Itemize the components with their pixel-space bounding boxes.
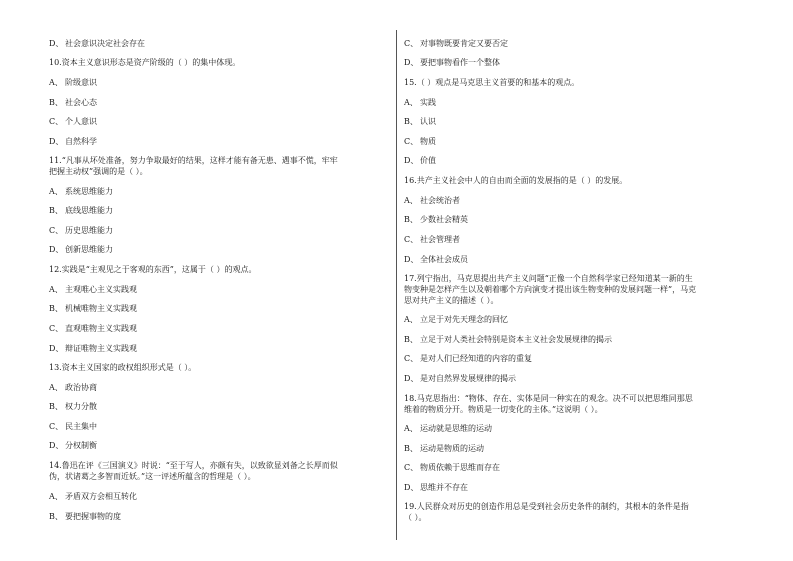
question-17-line-2: 物变种是怎样产生以及朝着哪个方向演变才提出该生物变种的发展问题一样”，马克 <box>404 285 697 294</box>
question-17-line-1: 17.列宁指出，马克思提出共产主义问题“正像一个自然科学家已经知道某一新的生 <box>404 274 693 283</box>
question-18-line-1: 18.马克思指出：“物体、存在、实体是同一种实在的观念。决不可以把思维同那思 <box>404 394 693 403</box>
option-b[interactable]: B、 机械唯物主义实践观 <box>49 304 137 313</box>
option-c[interactable]: C、 历史思维能力 <box>49 226 113 235</box>
option-b[interactable]: B、 少数社会精英 <box>404 215 468 224</box>
option-a[interactable]: A、 阶级意识 <box>49 78 97 87</box>
option-a[interactable]: A、 实践 <box>404 98 436 107</box>
option-c[interactable]: C、 民主集中 <box>49 422 97 431</box>
option-a[interactable]: A、 立足于对先天理念的回忆 <box>404 315 508 324</box>
option-d[interactable]: D、 社会意识决定社会存在 <box>49 39 145 48</box>
option-b[interactable]: B、 认识 <box>404 117 436 126</box>
option-c[interactable]: C、 社会管理者 <box>404 235 460 244</box>
option-d[interactable]: D、 要把事物看作一个整体 <box>404 58 500 67</box>
option-c[interactable]: C、 直观唯物主义实践观 <box>49 324 137 333</box>
option-c[interactable]: C、 对事物既要肯定又要否定 <box>404 39 508 48</box>
option-b[interactable]: B、 权力分散 <box>49 402 97 411</box>
column-divider <box>396 30 397 540</box>
option-d[interactable]: D、 思维并不存在 <box>404 483 468 492</box>
question-17-line-3: 思对共产主义的描述（ ）。 <box>404 296 499 305</box>
question-15: 15.（ ）观点是马克思主义首要的和基本的观点。 <box>404 78 580 87</box>
option-a[interactable]: A、 政治协商 <box>49 383 97 392</box>
option-b[interactable]: B、 运动是物质的运动 <box>404 444 484 453</box>
option-c[interactable]: C、 是对人们已经知道的内容的重复 <box>404 354 532 363</box>
option-b[interactable]: B、 底线思维能力 <box>49 206 113 215</box>
option-d[interactable]: D、 辩证唯物主义实践观 <box>49 344 137 353</box>
option-d[interactable]: D、 分权制衡 <box>49 441 97 450</box>
option-c[interactable]: C、 个人意识 <box>49 117 97 126</box>
question-19-line-2: （ ）。 <box>404 513 427 522</box>
option-b[interactable]: B、 社会心态 <box>49 98 97 107</box>
option-c[interactable]: C、 物质依赖于思维而存在 <box>404 463 500 472</box>
question-11-line-1: 11.“凡事从坏处准备，努力争取最好的结果，这样才能有备无患、遇事不慌，牢牢 <box>49 156 338 165</box>
option-d[interactable]: D、 价值 <box>404 156 436 165</box>
question-11-line-2: 把握主动权”强调的是（ ）。 <box>49 167 148 176</box>
option-a[interactable]: A、 主观唯心主义实践观 <box>49 285 137 294</box>
option-b[interactable]: B、 要把握事物的度 <box>49 512 121 521</box>
question-19-line-1: 19.人民群众对历史的创造作用总是受到社会历史条件的制约，其根本的条件是指 <box>404 502 689 511</box>
question-10: 10.资本主义意识形态是资产阶级的（ ）的集中体现。 <box>49 58 241 67</box>
question-16: 16.共产主义社会中人的自由而全面的发展指的是（ ）的发展。 <box>404 176 628 185</box>
question-13: 13.资本主义国家的政权组织形式是（ ）。 <box>49 363 197 372</box>
question-18-line-2: 维着的物质分开。物质是一切变化的主体。”这说明（ ）。 <box>404 405 603 414</box>
option-d[interactable]: D、 创新思维能力 <box>49 245 113 254</box>
option-a[interactable]: A、 矛盾双方会相互转化 <box>49 492 137 501</box>
option-a[interactable]: A、 系统思维能力 <box>49 187 113 196</box>
option-d[interactable]: D、 自然科学 <box>49 137 97 146</box>
option-d[interactable]: D、 是对自然界发展规律的揭示 <box>404 374 516 383</box>
option-b[interactable]: B、 立足于对人类社会特别是资本主义社会发展规律的揭示 <box>404 335 612 344</box>
question-12: 12.实践是“主观见之于客观的东西”，这属于（ ）的观点。 <box>49 265 257 274</box>
question-14-line-1: 14.鲁迅在评《三国演义》时说：“至于写人，亦颇有失，以致欲显刘备之长厚而似 <box>49 461 338 470</box>
option-a[interactable]: A、 运动就是思维的运动 <box>404 424 492 433</box>
option-a[interactable]: A、 社会统治者 <box>404 196 460 205</box>
question-14-line-2: 伪，状诸葛之多智而近妖。”这一评述所蕴含的哲理是（ ）。 <box>49 472 256 481</box>
option-c[interactable]: C、 物质 <box>404 137 436 146</box>
option-d[interactable]: D、 全体社会成员 <box>404 255 468 264</box>
